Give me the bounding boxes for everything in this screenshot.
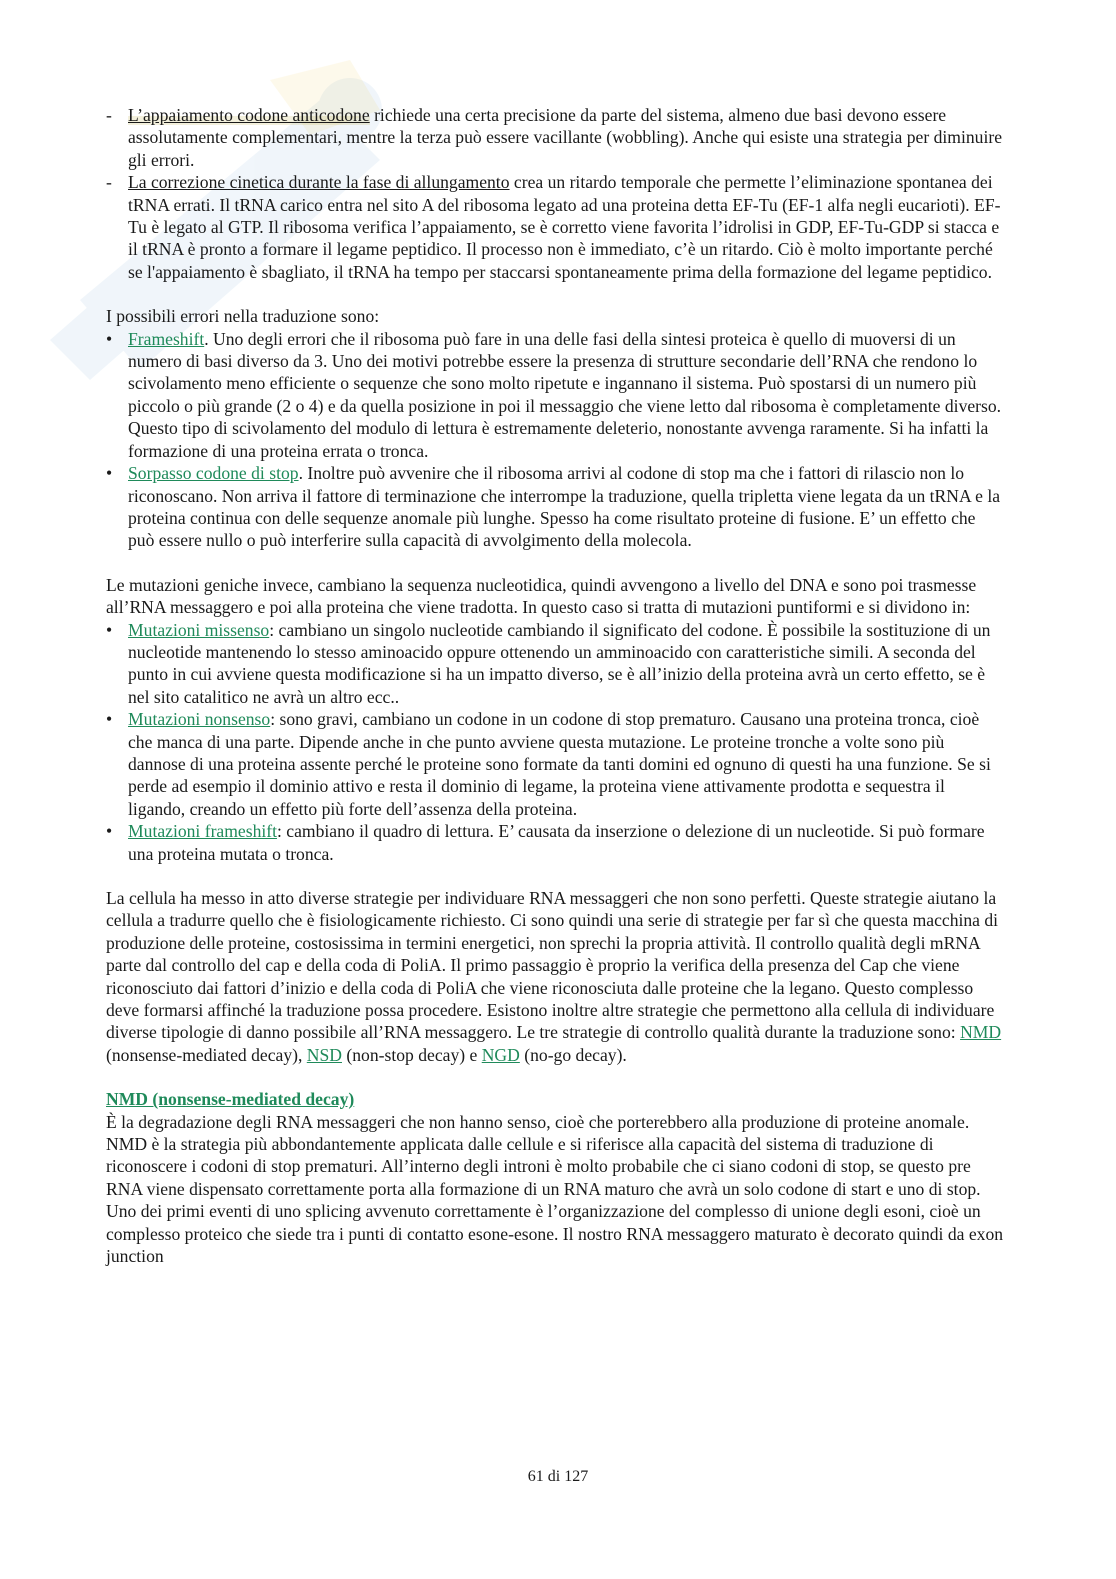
nmd-link[interactable]: NMD — [960, 1022, 1002, 1043]
nmd-paragraph: È la degradazione degli RNA messaggeri che non hanno senso, cioè che porterebbero alla produzione di proteine anomale. NMD è la strategia più abbondantemente applicata dalle cellule e si riferisce alla capacità del sistema di traduzione di riconoscere i codoni di stop prematuri. All’interno degli introni è molto probabile che ci siano codoni di stop, se questo pre RNA viene dispensato correttamente porta alla formazione di un RNA maturo che avrà un solo codone di start e uno di stop. Uno dei primi eventi di uno splicing avvenuto correttamente è l’organizzazione del complesso di unione degli esoni, cioè un complesso proteico che siede tra i punti di contatto esone-esone. Il nostro RNA messaggero maturato è decorato quindi da exon junction — [106, 1111, 1004, 1267]
nsd-desc: (non-stop decay) e — [341, 1044, 482, 1065]
dash-list — [106, 104, 1006, 283]
underlined-lead: La correzione cinetica durante la fase di allungamento — [128, 172, 510, 193]
errors-intro: I possibili errori nella traduzione sono: — [106, 306, 380, 327]
nmd-heading[interactable] — [106, 1088, 1006, 1110]
list-item-text: richiede una certa precisione da parte del sistema, almeno due basi devono essere assolutamente complementari, mentre la terza può essere vacillante (wobbling). Anche qui esiste una strategia per diminuire gli errori. — [128, 105, 1003, 170]
list-item-text: : sono gravi, cambiano un codone in un codone di stop prematuro. Causano una proteina tronca, cioè che manca di una parte. Dipende anche in che punto avviene questa mutazione. Le proteine tronche a volte sono più dannose di una proteina assente perché le proteine sono formate da tanti domini ed ognuno di questi ha una funzione. Se si perde ad esempio il dominio attivo e resta il dominio di legame, la proteina viene attivamente prodotta e sequestra il ligando, creando un effetto più forte dell’assenza della proteina. — [128, 709, 991, 819]
list-item — [106, 619, 1006, 709]
page-number: 61 di 127 — [527, 1468, 589, 1485]
list-item — [106, 171, 1006, 283]
nsd-link[interactable]: NSD — [306, 1044, 342, 1065]
quality-text: La cellula ha messo in atto diverse strategie per individuare RNA messaggeri che non sono perfetti. Queste strategie aiutano la cellula a tradurre quello che è fisiologicamente richiesto. Ci sono quindi una serie di strategie per far sì che questa macchina di produzione delle proteine, costosissima in termini energetici, non sprechi la propria attività. Il controllo qualità degli mRNA parte dal controllo del cap e della coda di PoliA. Il primo passaggio è proprio la verifica della presenza del Cap che viene riconosciuto dai fattori d’inizio e della coda di PoliA che viene riconosciuta dalle proteine che la legano. Questo complesso deve formarsi affinché la traduzione possa procedere. Esistono inoltre altre strategie che permettono alla cellula di individuare diverse tipologie di danno possibile all’RNA messaggero. Le tre strategie di controllo qualità durante la traduzione sono: — [106, 888, 999, 1043]
list-item-text: . Inoltre può avvenire che il ribosoma arrivi al codone di stop ma che i fattori di rilascio non lo riconoscano. Non arriva il fattore di terminazione che interrompe la traduzione, quella tripletta viene legata da un tRNA e la proteina continua con delle sequenze anomale più lunghe. Spesso ha come risultato proteine di fusione. E’ un effetto che può essere nullo o può interferire sulla capacità di avvolgimento della molecola. — [128, 463, 1001, 551]
frameshift-mutation-link[interactable]: Mutazioni frameshift — [128, 821, 278, 842]
mutations-intro: Le mutazioni geniche invece, cambiano la sequenza nucleotidica, quindi avvengono a livello del DNA e sono poi trasmesse all’RNA messaggero e poi alla proteina che viene tradotta. In questo caso si tratta di mutazioni puntiformi e si dividono in: — [106, 574, 977, 618]
underlined-lead: L’appaiamento codone anticodone — [128, 105, 370, 125]
stop-codon-link[interactable]: Sorpasso codone di stop — [128, 463, 299, 484]
list-item-text: : cambiano un singolo nucleotide cambiando il significato del codone. È possibile la sostituzione di un nucleotide mantenendo lo stesso aminoacido oppure ottenendo un amminoacido con caratteristiche simili. A seconda del punto in cui avviene questa modificazione si ha un impatto diverso, se è all’inizio della proteina avrà un certo effetto, se è nel sito catalitico ne avrà un altro ecc.. — [128, 619, 991, 707]
list-item — [106, 328, 1006, 462]
list-item — [106, 820, 1006, 865]
list-item-text: crea un ritardo temporale che permette l’eliminazione spontanea dei tRNA errati. Il tRNA carico entra nel sito A del ribosoma legato ad una proteina detta EF-Tu (EF-1 alfa negli eucarioti). EF-Tu è legato al GTP. Il ribosoma verifica l’appaiamento, se è corretto viene favorita l’idrolisi in GDP, EF-Tu-GDP si stacca e il tRNA è pronto a formare il legame peptidico. Il processo non è immediato, c’è un ritardo. Ciò è molto importante perché se l'appaiamento è sbagliato, il tRNA ha tempo per staccarsi spontaneamente prima della formazione del legame peptidico. — [128, 172, 1001, 282]
list-item — [106, 104, 1006, 171]
quality-paragraph — [106, 887, 1006, 1066]
page-content — [106, 104, 1006, 1268]
ngd-link[interactable]: NGD — [481, 1044, 520, 1065]
nmd-desc: (nonsense-mediated decay), — [106, 1044, 307, 1065]
nonsense-link[interactable]: Mutazioni nonsenso — [128, 709, 271, 730]
ngd-desc: (no-go decay). — [519, 1044, 627, 1065]
missense-link[interactable]: Mutazioni missenso — [128, 619, 270, 640]
list-item — [106, 462, 1006, 552]
mutations-list — [106, 619, 1006, 865]
nmd-heading-link[interactable]: NMD (nonsense-mediated decay) — [106, 1089, 355, 1110]
list-item-text: : cambiano il quadro di lettura. E’ causata da inserzione o delezione di un nucleotide. Si può formare una proteina mutata o tronca. — [128, 821, 985, 864]
list-item — [106, 708, 1006, 820]
frameshift-link[interactable]: Frameshift — [128, 328, 205, 349]
list-item-text: . Uno degli errori che il ribosoma può fare in una delle fasi della sintesi proteica è quello di muoversi di un numero di basi diverso da 3. Uno dei motivi potrebbe essere la presenza di strutture secondarie dell’RNA che rendono lo scivolamento meno efficiente o sequenze che sono molto ripetute e ingannano il sistema. Può spostarsi di un numero più piccolo o più grande (2 o 4) e da quella posizione in poi il messaggio che viene letto dal ribosoma è completamente diverso. Questo tipo di scivolamento del modulo di lettura è estremamente deleterio, nonostante avvenga raramente. Si ha infatti la formazione di una proteina errata o tronca. — [128, 328, 1002, 461]
errors-list — [106, 328, 1006, 552]
